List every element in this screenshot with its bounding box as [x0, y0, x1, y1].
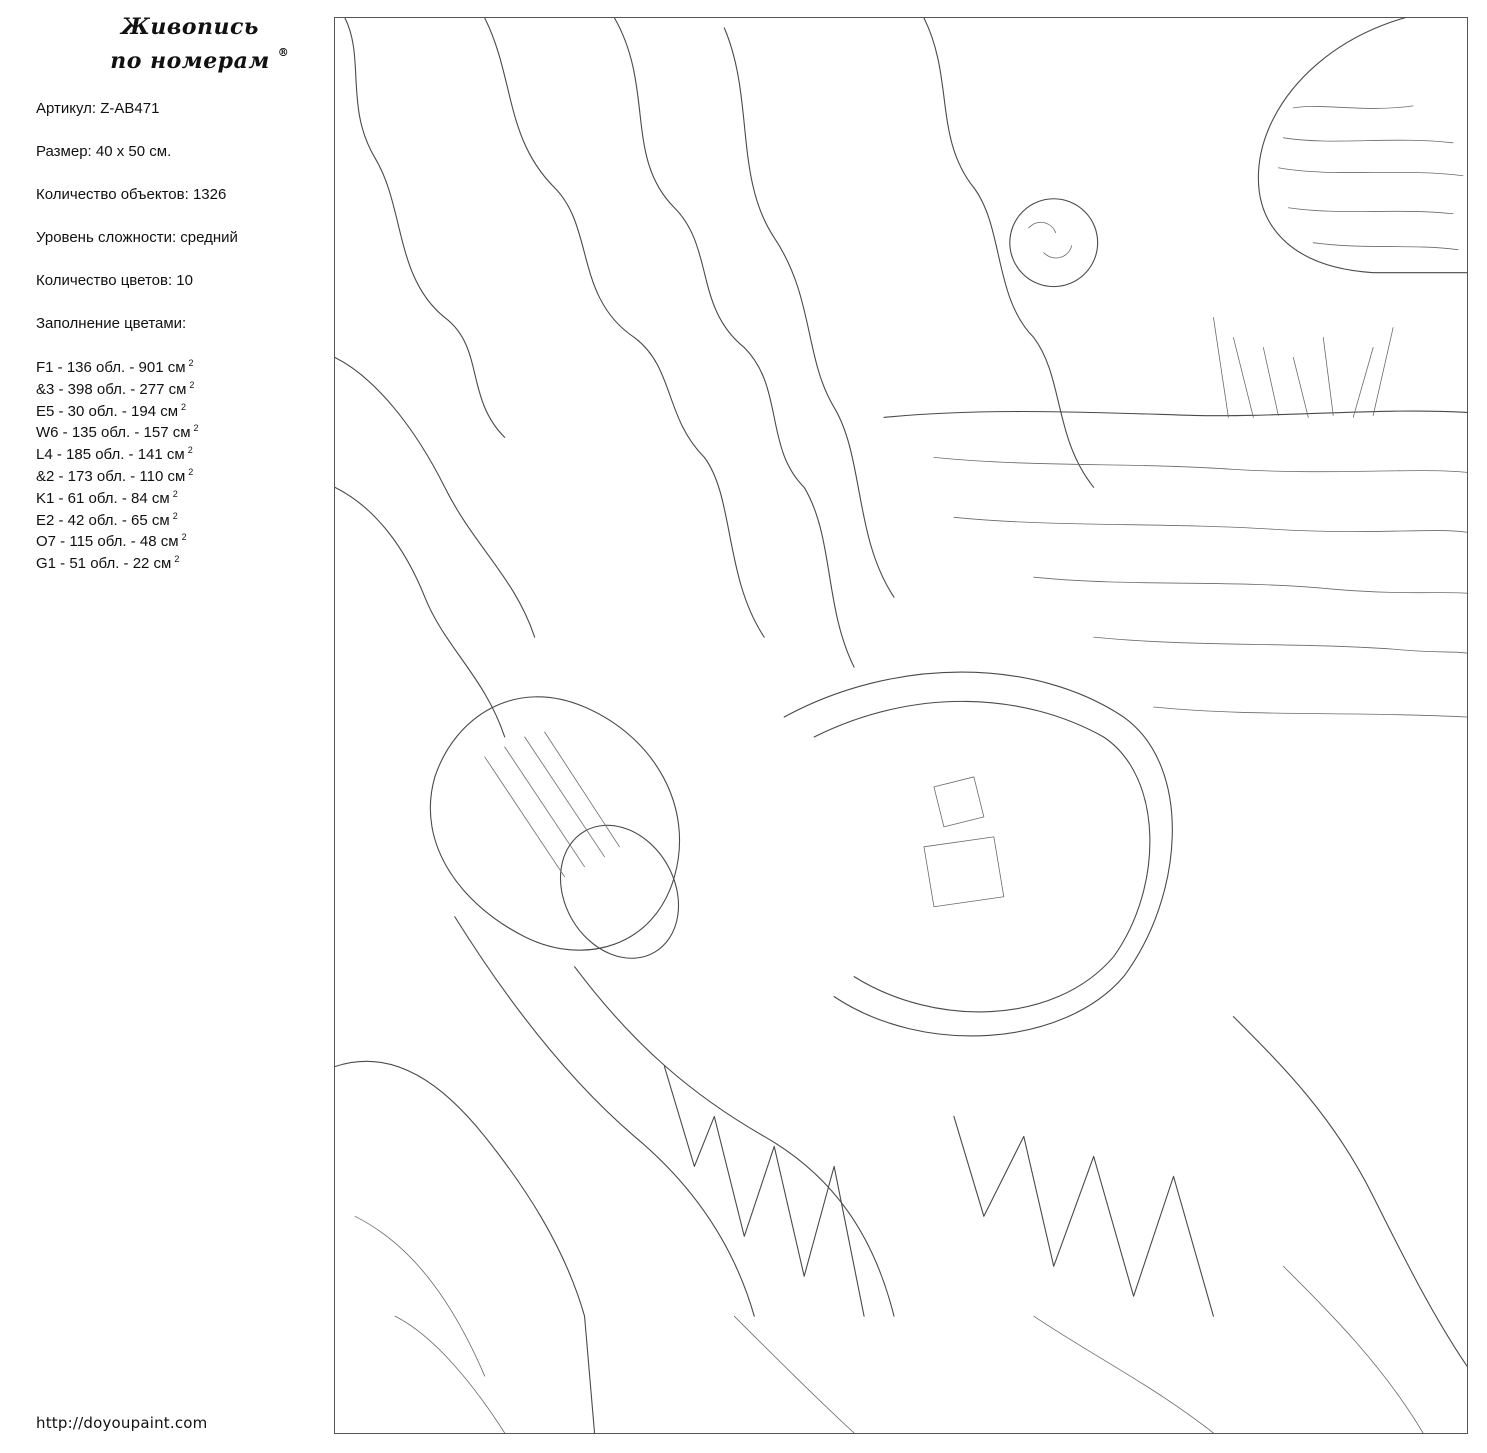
- legend-item-text: O7 - 115 обл. - 48 см: [36, 533, 179, 551]
- legend-item-text: K1 - 61 обл. - 84 см: [36, 489, 170, 507]
- legend-item: [36, 531, 199, 553]
- legend-item: [36, 488, 199, 510]
- fill-heading: Заполнение цветами:: [36, 315, 187, 332]
- legend-item: [36, 401, 199, 423]
- moon-small: [1010, 199, 1098, 287]
- difficulty-text: Уровень сложности: средний: [36, 229, 238, 246]
- horizon-landscape: [884, 318, 1467, 717]
- legend-item-sup: 2: [181, 532, 187, 543]
- brand-logo: [90, 10, 290, 78]
- legend-item-sup: 2: [189, 379, 195, 390]
- legend-item: [36, 553, 199, 575]
- legend-item-text: E2 - 42 обл. - 65 см: [36, 511, 170, 529]
- coloring-canvas: [334, 17, 1468, 1434]
- legend-item: [36, 422, 199, 444]
- legend-item-text: &2 - 173 обл. - 110 см: [36, 467, 186, 485]
- legend-item: [36, 466, 199, 488]
- product-info: [36, 99, 238, 350]
- colors-count-text: Количество цветов: 10: [36, 272, 193, 289]
- legend-item-text: &3 - 398 обл. - 277 см: [36, 380, 187, 398]
- brand-line-1: Живопись: [121, 14, 259, 40]
- website-url: http://doyoupaint.com: [36, 1414, 208, 1432]
- legend-item-text: F1 - 136 обл. - 901 см: [36, 359, 186, 376]
- legend-item-sup: 2: [172, 510, 178, 521]
- planet-large: [1258, 18, 1467, 273]
- legend-item-sup: 2: [188, 466, 194, 477]
- brand-line-2-text: по номерам: [110, 48, 270, 74]
- legend-item-sup: 2: [174, 554, 180, 565]
- legend-item: [36, 379, 199, 401]
- brand-line-2: [90, 44, 290, 78]
- legend-item: [36, 444, 199, 466]
- foreground-crystals: [335, 1017, 1467, 1433]
- legend-item-text: E5 - 30 обл. - 194 см: [36, 402, 179, 420]
- spacecraft: [430, 672, 1172, 1316]
- legend-item-sup: 2: [193, 423, 199, 434]
- legend-item-sup: 2: [187, 445, 193, 456]
- smoke-streams: [335, 18, 1094, 737]
- legend-item-text: W6 - 135 обл. - 157 см: [36, 424, 191, 442]
- color-legend: [36, 357, 199, 575]
- legend-item-text: G1 - 51 обл. - 22 см: [36, 555, 172, 573]
- outline-artwork: [335, 18, 1467, 1433]
- legend-item: [36, 357, 199, 379]
- legend-item-sup: 2: [181, 401, 187, 412]
- registered-mark: ®: [277, 46, 290, 59]
- legend-item-sup: 2: [188, 358, 194, 368]
- article-text: Артикул: Z-AB471: [36, 100, 160, 117]
- legend-item-sup: 2: [172, 488, 178, 499]
- legend-item-text: L4 - 185 обл. - 141 см: [36, 446, 185, 464]
- objects-count-text: Количество объектов: 1326: [36, 186, 227, 203]
- legend-item: [36, 510, 199, 532]
- size-text: Размер: 40 х 50 см.: [36, 143, 172, 160]
